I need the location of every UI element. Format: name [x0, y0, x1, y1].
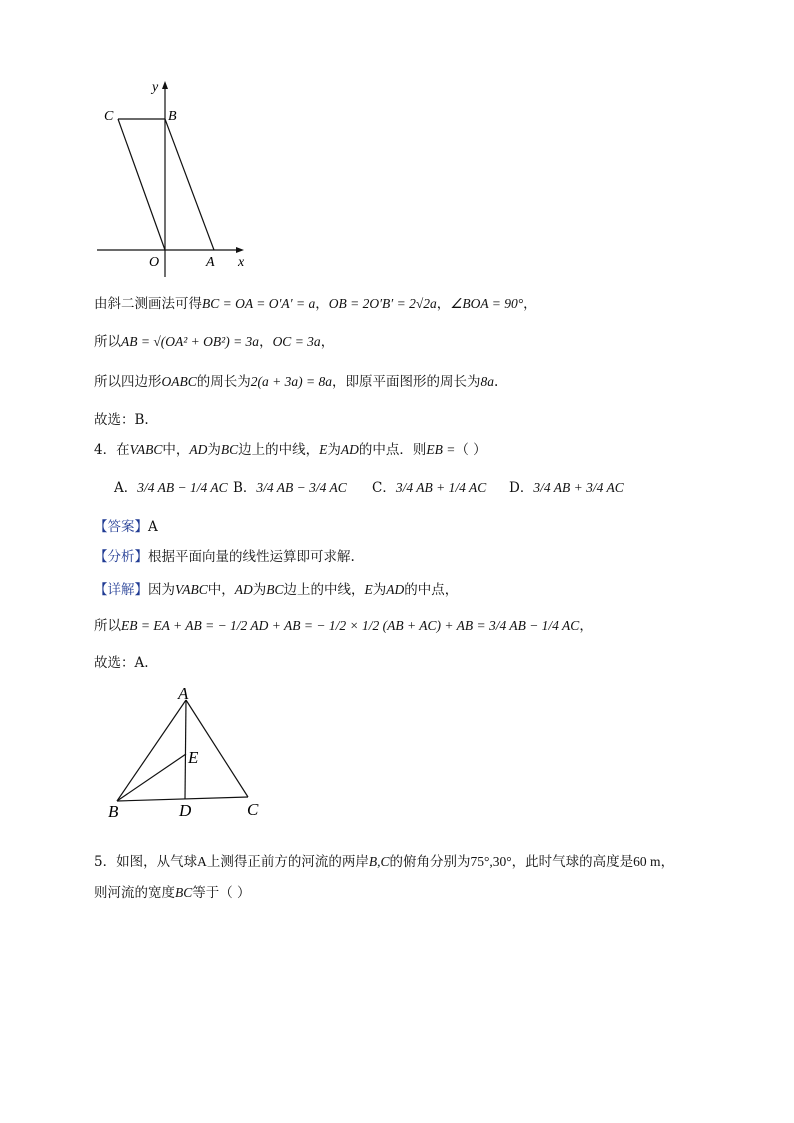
text-segment: 所以四边形 — [94, 374, 162, 390]
math-inline: E — [319, 442, 328, 457]
text-segment: 则河流的宽度 — [94, 885, 175, 901]
text-segment: 的周长为 — [196, 374, 251, 390]
math-inline: AD — [189, 442, 208, 457]
question-5-line-2 — [94, 881, 251, 901]
option-C[interactable] — [372, 476, 486, 496]
math-inline: ∠BOA = 90° — [450, 296, 524, 311]
text-segment: ， — [579, 618, 593, 634]
text-segment: 边上的中线， — [283, 582, 365, 598]
math-inline: OB = 2O′B′ = 2√2a — [328, 296, 437, 311]
label-B: B — [108, 802, 119, 821]
text-segment: 由斜二测画法可得 — [94, 296, 202, 312]
detail-line-1 — [94, 578, 458, 598]
option-math: 3/4 AB + 3/4 AC — [533, 480, 624, 495]
math-inline: A — [197, 854, 207, 869]
label-y: y — [152, 80, 159, 95]
label-A: A — [206, 255, 215, 270]
text-segment: ， — [259, 334, 273, 350]
option-label: D． — [509, 480, 534, 496]
detail-line-3: 故选：A. — [94, 655, 149, 671]
math-inline: BC = OA = O′A′ = a — [202, 296, 316, 311]
text-segment: ， — [523, 296, 537, 312]
question-4-stem — [94, 438, 487, 458]
answer-value: A — [148, 519, 158, 535]
math-inline: B,C — [368, 854, 390, 869]
text-segment: ， — [315, 296, 329, 312]
math-inline: AB = √(OA² + OB²) = 3a — [121, 334, 260, 349]
solution-line-3 — [94, 370, 498, 390]
math-inline: EB = EA + AB = − 1/2 AD + AB = − 1/2 × 1/2 (AB + AC) + AB = 3/4 AB − 1/4 AC — [121, 618, 580, 633]
figure-parallelogram — [90, 75, 260, 285]
math-inline: 75°,30° — [470, 854, 512, 869]
analysis-line — [94, 545, 355, 565]
option-label: C． — [372, 480, 396, 496]
text-segment: ，此时气球的高度是 — [511, 854, 634, 870]
math-inline: AD — [340, 442, 359, 457]
text-segment: ， — [660, 854, 675, 870]
math-inline: OC = 3a — [272, 334, 321, 349]
text-segment: 所以 — [94, 334, 121, 350]
label-O: O — [149, 255, 160, 270]
analysis-text: 根据平面向量的线性运算即可求解. — [148, 549, 355, 565]
x-axis-arrow — [236, 247, 244, 253]
text-segment: 所以 — [94, 618, 121, 634]
answer-line — [94, 515, 158, 535]
text-segment: ， — [436, 296, 451, 312]
label-C: C — [247, 800, 259, 819]
option-math: 3/4 AB − 3/4 AC — [256, 480, 347, 495]
option-math: 3/4 AB − 1/4 AC — [137, 480, 228, 495]
math-inline: BC — [175, 885, 193, 900]
text-segment: 边上的中线， — [238, 442, 320, 458]
math-inline: 2(a + 3a) = 8a — [250, 374, 332, 389]
text-segment: 4．在 — [94, 442, 130, 458]
detail-line-2 — [94, 614, 593, 634]
math-inline: BC — [266, 582, 284, 597]
segment-BA — [165, 119, 214, 250]
math-inline: AD — [234, 582, 253, 597]
segment-AB — [117, 700, 186, 801]
text-segment: 的中点．则 — [358, 442, 427, 458]
option-A[interactable] — [114, 476, 228, 496]
math-inline: OABC — [161, 374, 197, 389]
solution-line-4: 故选：B. — [94, 412, 149, 428]
text-segment: ， — [320, 334, 335, 350]
math-inline: VABC — [129, 442, 163, 457]
text-segment: 为 — [207, 442, 221, 458]
math-inline: VABC — [175, 582, 208, 597]
text-segment: 的中点， — [404, 582, 459, 598]
label-C: C — [104, 109, 114, 124]
analysis-tag: 【分析】 — [94, 549, 148, 565]
option-label: A． — [114, 480, 138, 496]
math-inline: E — [364, 582, 373, 597]
solution-line-2 — [94, 330, 334, 350]
text-segment: ，即原平面图形的周长为 — [331, 374, 481, 390]
segment-AD — [185, 700, 186, 799]
math-inline: EB = — [426, 442, 456, 457]
text-segment: 为 — [252, 582, 267, 598]
label-A: A — [178, 684, 189, 703]
text-segment: 为 — [372, 582, 387, 598]
option-math: 3/4 AB + 1/4 AC — [395, 480, 487, 495]
option-D[interactable] — [509, 476, 624, 496]
label-D: D — [179, 801, 192, 820]
text-segment: 中， — [207, 582, 235, 598]
option-B[interactable] — [233, 476, 347, 496]
detail-tag: 【详解】 — [94, 582, 148, 598]
text-segment: 为 — [327, 442, 341, 458]
text-segment: 的俯角分别为 — [389, 854, 471, 870]
label-B: B — [168, 109, 177, 124]
option-label: B． — [233, 480, 257, 496]
math-inline: AD — [386, 582, 405, 597]
solution-line-1 — [94, 292, 537, 312]
math-inline: 8a — [480, 374, 494, 389]
question-5-line-1 — [94, 850, 674, 870]
segment-CO — [118, 119, 165, 250]
text-segment: （ ） — [455, 442, 487, 458]
math-inline: BC — [220, 442, 239, 457]
math-inline: 60 m — [633, 854, 661, 869]
text-segment: 5．如图，从气球 — [94, 854, 198, 870]
label-E: E — [188, 748, 199, 767]
text-segment: 因为 — [148, 582, 175, 598]
label-x: x — [238, 255, 245, 270]
answer-tag: 【答案】 — [94, 519, 148, 535]
segment-BE — [117, 754, 186, 801]
text-segment: 中， — [162, 442, 190, 458]
text-segment: 上测得正前方的河流的两岸 — [206, 854, 369, 870]
text-segment: . — [493, 374, 499, 390]
y-axis-arrow — [162, 81, 168, 89]
text-segment: 等于（ ） — [192, 885, 251, 901]
figure-triangle — [100, 683, 280, 823]
